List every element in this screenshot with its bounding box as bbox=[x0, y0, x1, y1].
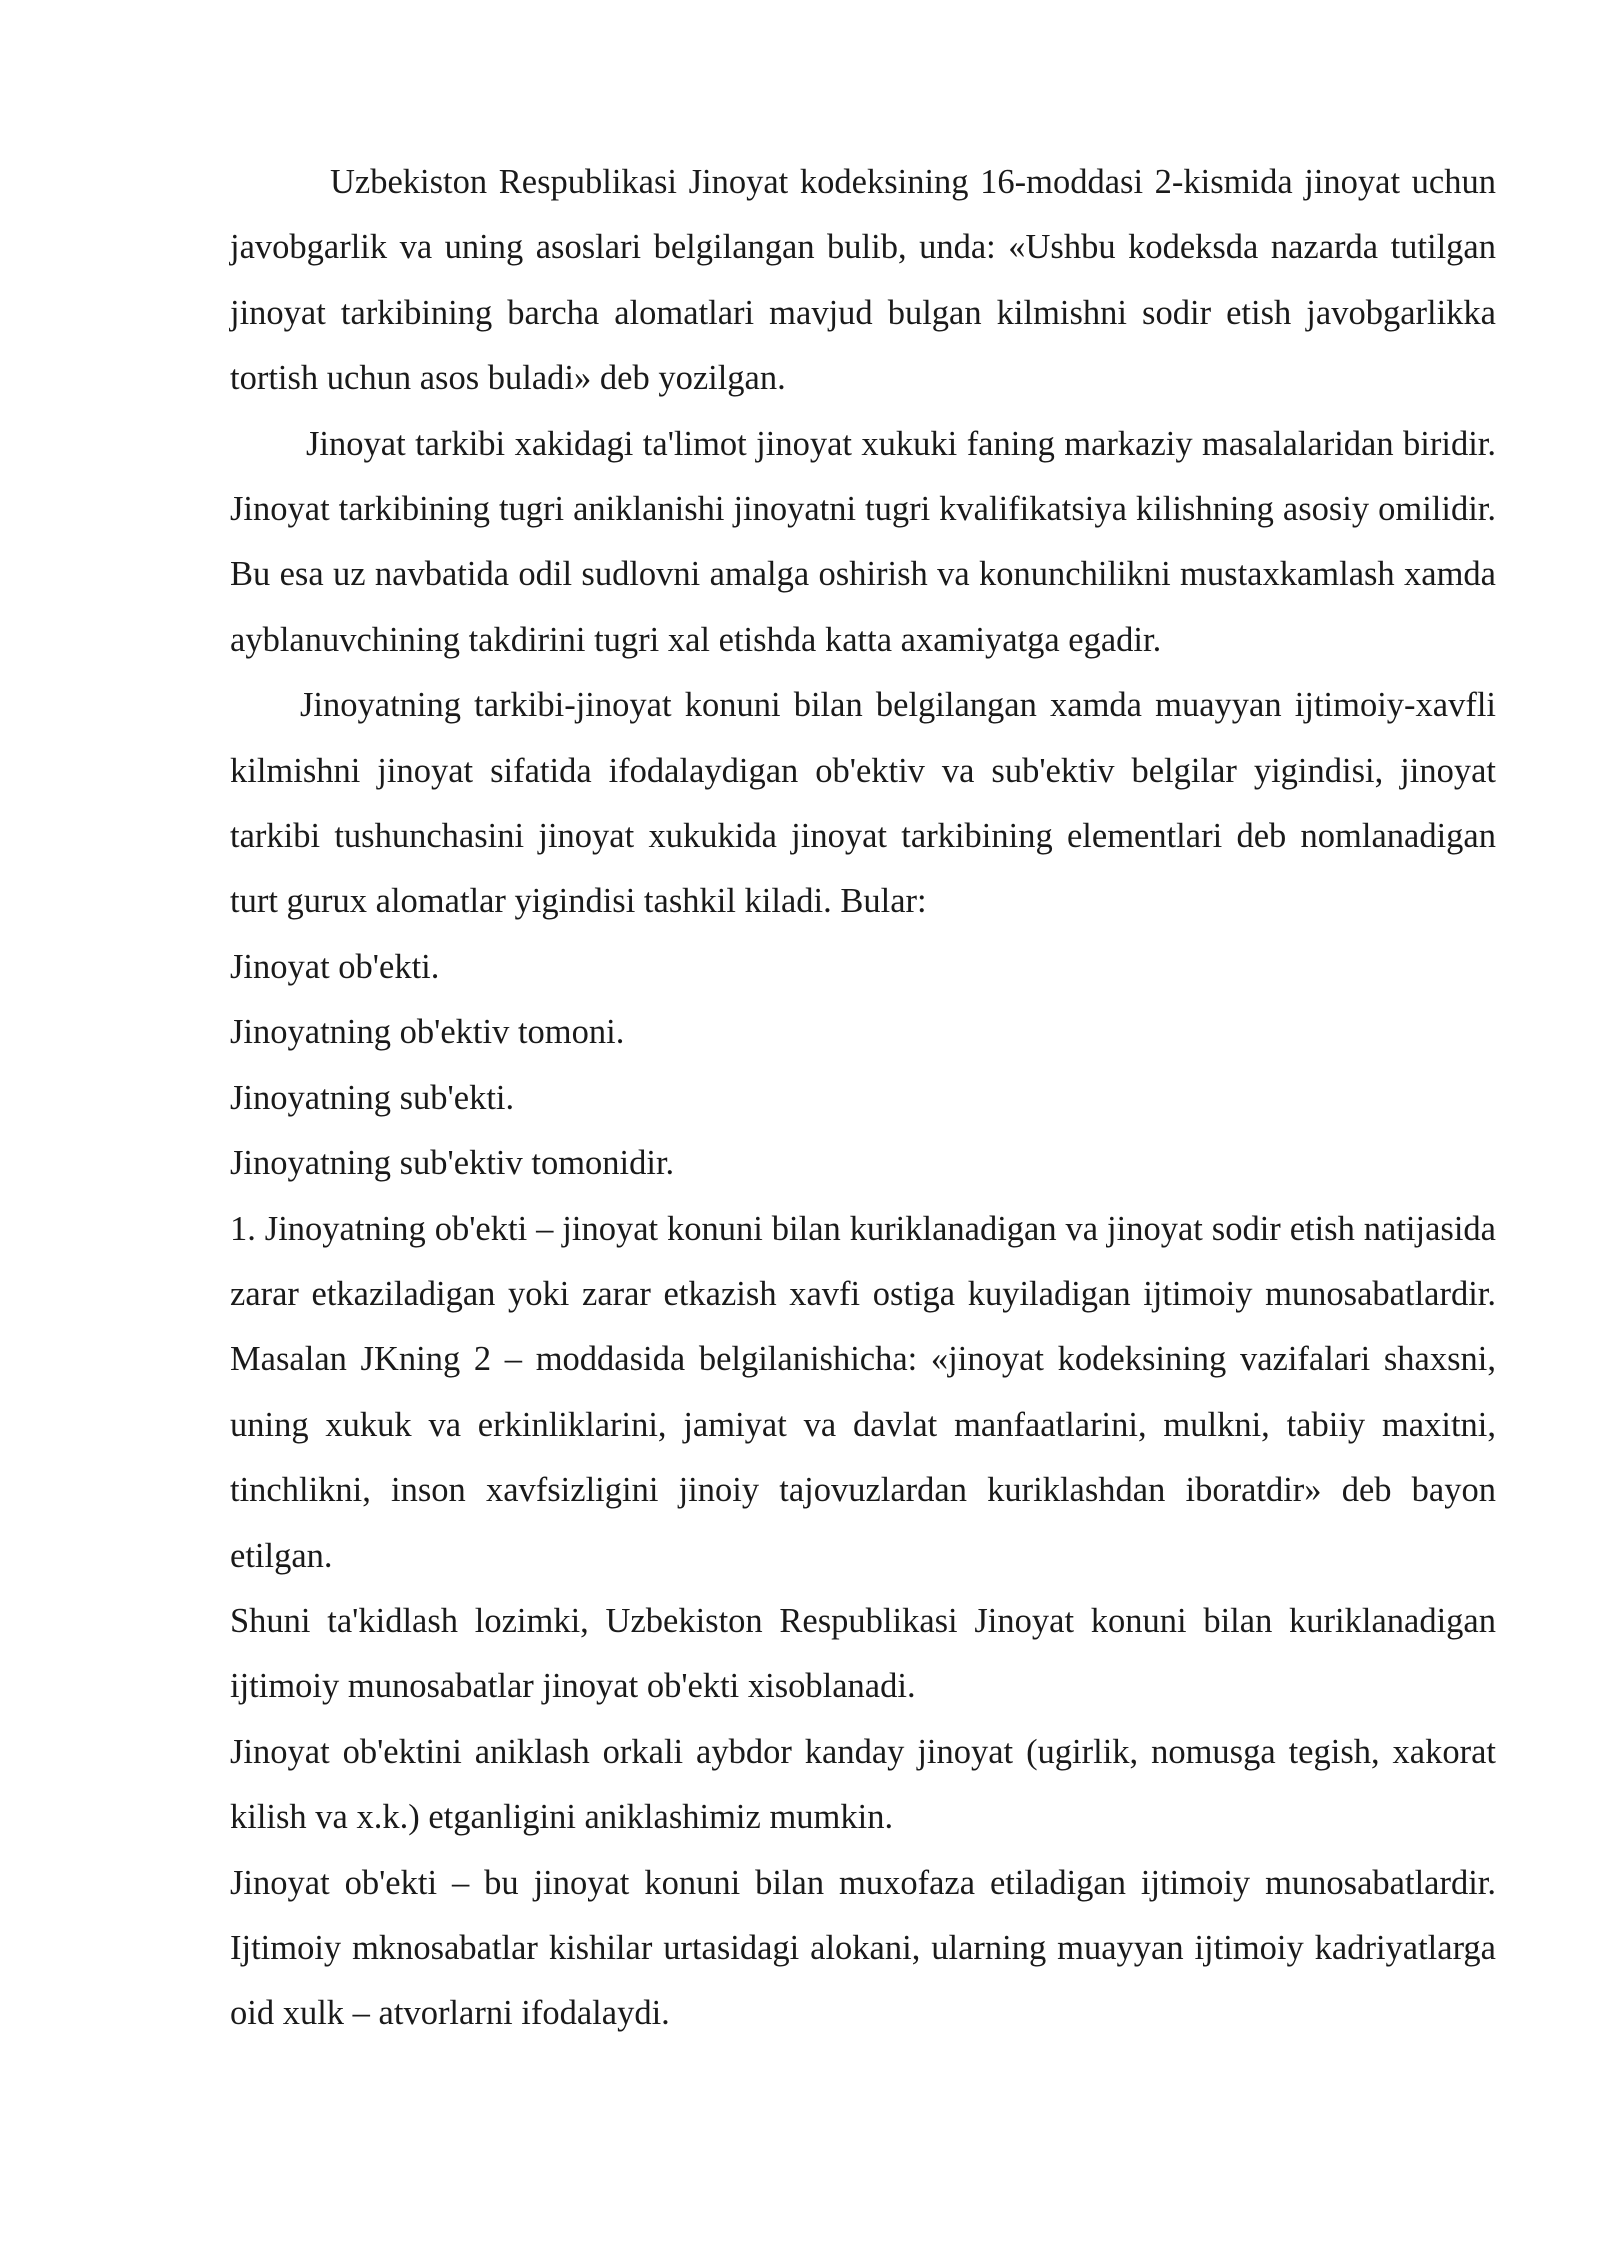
paragraph-criminal-code-article-16: Uzbekiston Respublikasi Jinoyat kodeksining 16-moddasi 2-kismida jinoyat uchun javobgarlik va uning asoslari belgilangan bulib, unda: «Ushbu kodeksda nazarda tutilgan jinoyat tarkibining barcha alomatlari mavjud bulgan kilmishni sodir etish javobgarlikka tortish uchun asos buladi» deb yozilgan. bbox=[230, 163, 1496, 398]
paragraph-crime-composition-definition: Jinoyatning tarkibi-jinoyat konuni bilan belgilangan xamda muayyan ijtimoiy-xavfli kilmishni jinoyat sifatida ifodalaydigan ob'ektiv va sub'ektiv belgilar yigindisi, jinoyat tarkibi tushunchasini jinoyat xukukida jinoyat tarkibining elementlari deb nomlanadigan turt gurux alomatlar yigindisi tashkil kiladi. Bular: bbox=[230, 686, 1496, 921]
list-item-object: Jinoyat ob'ekti. bbox=[230, 947, 440, 986]
paragraph-crime-composition-doctrine: Jinoyat tarkibi xakidagi ta'limot jinoyat xukuki faning markaziy masalalaridan biridir. Jinoyat tarkibining tugri aniklanishi jinoyatni tugri kvalifikatsiya kilishning asosiy omilidir. Bu esa uz navbatida odil sudlovni amalga oshirish va konunchilikni mustaxkamlash xamda ayblanuvchining takdirini tugri xal etishda katta axamiyatga egadir. bbox=[230, 424, 1496, 659]
paragraph-protected-relations: Shuni ta'kidlash lozimki, Uzbekiston Respublikasi Jinoyat konuni bilan kuriklanadigan ijtimoiy munosabatlar jinoyat ob'ekti xisoblanadi. bbox=[230, 1601, 1496, 1706]
list-item-subjective-side: Jinoyatning sub'ektiv tomonidir. bbox=[230, 1144, 675, 1183]
paragraph-social-relations: Jinoyat ob'ekti – bu jinoyat konuni bilan muxofaza etiladigan ijtimoiy munosabatlardir. Ijtimoiy mknosabatlar kishilar urtasidagi alokani, ularning muayyan ijtimoiy kadriyatlarga oid xulk – atvorlarni ifodalaydi. bbox=[230, 1863, 1496, 2033]
paragraph-identifying-object: Jinoyat ob'ektini aniklash orkali aybdor kanday jinoyat (ugirlik, nomusga tegish, xakorat kilish va x.k.) etganligini aniklashimiz mumkin. bbox=[230, 1732, 1496, 1837]
document-page bbox=[230, 150, 1496, 2047]
list-item-objective-side: Jinoyatning ob'ektiv tomoni. bbox=[230, 1013, 625, 1052]
paragraph-object-of-crime: 1. Jinoyatning ob'ekti – jinoyat konuni bilan kuriklanadigan va jinoyat sodir etish natijasida zarar etkaziladigan yoki zarar etkazish xavfi ostiga kuyiladigan ijtimoiy munosabatlardir. Masalan JKning 2 – moddasida belgilanishicha: «jinoyat kodeksining vazifalari shaxsni, uning xukuk va erkinliklarini, jamiyat va davlat manfaatlarini, mulkni, tabiiy maxitni, tinchlikni, inson xavfsizligini jinoiy tajovuzlardan kuriklashdan iboratdir» deb bayon etilgan. bbox=[230, 1209, 1496, 1575]
list-item-subject: Jinoyatning sub'ekti. bbox=[230, 1078, 515, 1117]
